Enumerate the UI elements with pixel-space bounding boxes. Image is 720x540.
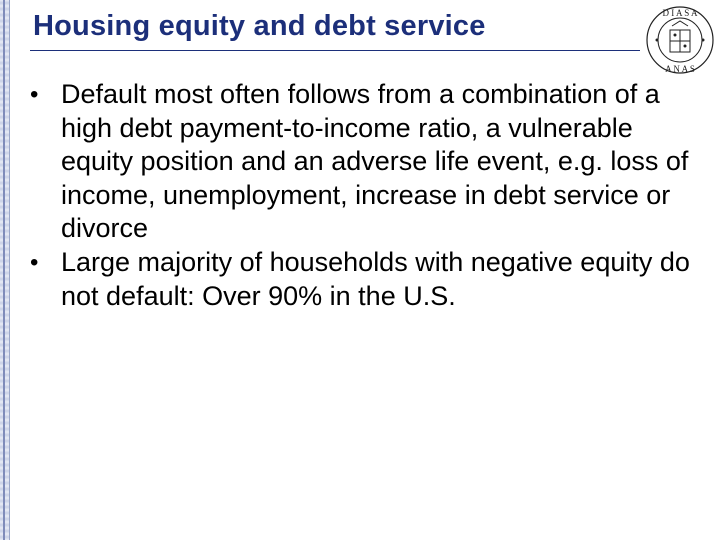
title-underline <box>30 50 640 51</box>
bullet-item-negative-equity <box>30 246 690 313</box>
bullet-list <box>30 78 690 313</box>
left-decorative-border <box>0 0 10 540</box>
slide-title: Housing equity and debt service <box>33 10 486 42</box>
svg-text:D I A S A: D I A S A <box>662 8 698 18</box>
bullet-marker: • <box>30 81 39 108</box>
svg-text:A N A S: A N A S <box>665 64 695 74</box>
bullet-item-default-causes <box>30 78 690 246</box>
bullet-text: Large majority of households with negative equity do not default: Over 90% in the U.S. <box>61 246 690 311</box>
university-seal-logo <box>644 4 716 76</box>
bullet-text: Default most often follows from a combination of a high debt payment-to-income ratio, a vulnerable equity position and an adverse life event, e.g. loss of income, unemployment, increase in debt service or divorce <box>61 79 689 244</box>
bullet-marker: • <box>30 248 39 276</box>
